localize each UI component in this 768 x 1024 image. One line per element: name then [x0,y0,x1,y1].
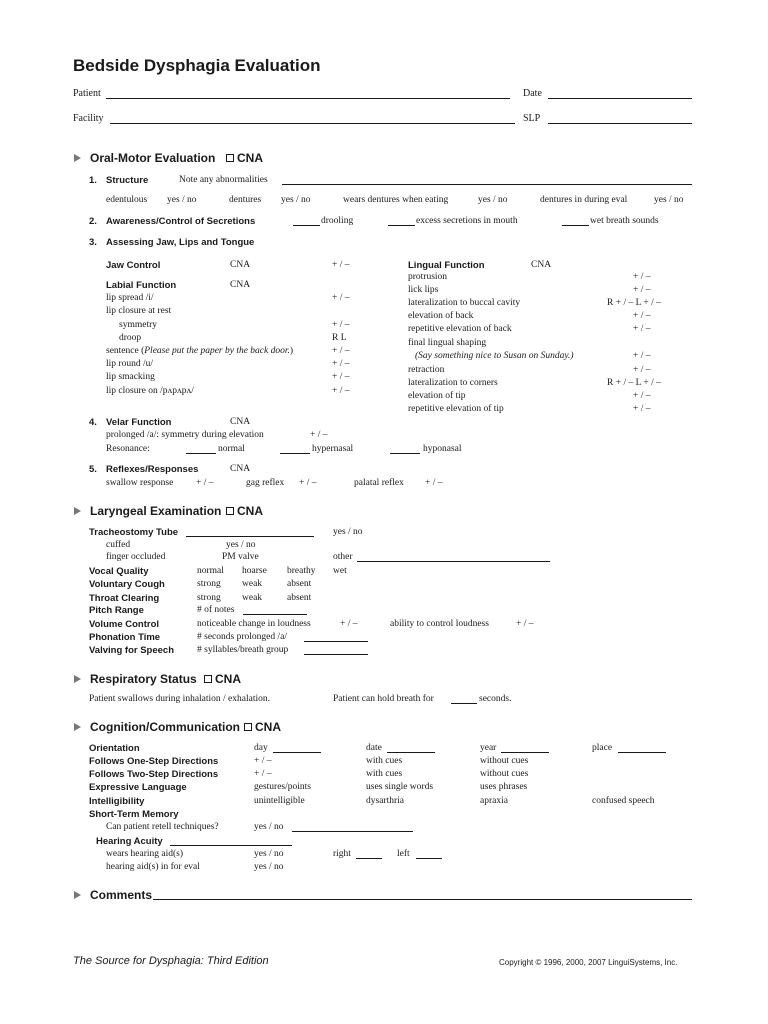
excess-label: excess secretions in mouth [416,216,518,226]
hearing-acuity-label: Hearing Acuity [96,836,163,847]
item-number: 1. [89,175,97,186]
hold-breath-label: Patient can hold breath for [333,694,434,704]
breathy-option[interactable]: breathy [287,566,316,576]
seconds-label: # seconds prolonged /a/ [197,632,287,642]
plus-minus[interactable]: + / – [332,346,350,356]
structure-label: Structure [106,175,149,186]
hypernasal-label: hypernasal [312,444,354,454]
plus-minus[interactable]: + / – [332,372,350,382]
seconds-label: seconds. [479,694,512,704]
plus-minus[interactable]: + / – [425,478,443,488]
elevation-back-label: elevation of back [408,311,474,321]
yes-no-option[interactable]: yes / no [167,195,197,205]
notes-field[interactable] [243,614,307,615]
two-step-label: Follows Two-Step Directions [89,769,219,780]
lingual-cna[interactable]: CNA [531,260,552,270]
other-label: other [333,552,353,562]
date-label: Date [523,88,542,99]
structure-field[interactable] [282,184,692,185]
orientation-label: Orientation [89,743,140,754]
cognition-heading: Cognition/Communication [90,720,240,734]
lip-spread-label: lip spread /i/ [106,293,154,303]
unintelligible-option[interactable]: unintelligible [254,796,305,806]
trach-label: Tracheostomy Tube [89,527,179,538]
plus-minus[interactable]: + / – [340,619,358,629]
lateralization-buccal-label: lateralization to buccal cavity [408,298,521,308]
yes-no-option[interactable]: yes / no [333,527,363,537]
respiratory-cna[interactable]: CNA [204,672,241,686]
gestures-option[interactable]: gestures/points [254,782,311,792]
right-label: right [333,849,351,859]
footer-copyright: Copyright © 1996, 2000, 2007 LinguiSystems, Inc. [499,958,678,967]
elevation-tip-label: elevation of tip [408,391,466,401]
plus-minus[interactable]: + / – [633,311,651,321]
structure-note: Note any abnormalities [179,175,268,185]
without-cues-option[interactable]: without cues [480,756,529,766]
hyponasal-label: hyponasal [423,444,462,454]
oral-motor-heading: Oral-Motor Evaluation [90,151,216,165]
plus-minus[interactable]: + / – [633,365,651,375]
resonance-label: Resonance: [106,444,150,454]
confused-speech-option[interactable]: confused speech [592,796,655,806]
expressive-label: Expressive Language [89,782,187,793]
syllables-field[interactable] [304,654,368,655]
velar-cna[interactable]: CNA [230,417,251,427]
reflex-cna[interactable]: CNA [230,464,251,474]
comments-heading: Comments [90,888,153,902]
plus-minus[interactable]: + / – [633,404,651,414]
plus-minus[interactable]: + / – [633,272,651,282]
dentures-label: dentures [229,195,262,205]
lip-smacking-label: lip smacking [106,372,155,382]
left-field[interactable] [416,858,442,859]
labial-heading: Labial Function [106,280,177,291]
dentures-eval-label: dentures in during eval [540,195,628,205]
drooling-label: drooling [321,216,354,226]
awareness-label: Awareness/Control of Secretions [106,216,256,227]
voluntary-cough-label: Voluntary Cough [89,579,165,590]
dysarthria-option[interactable]: dysarthria [366,796,404,806]
section-arrow-icon [74,723,81,731]
plus-minus[interactable]: + / – [633,285,651,295]
laryngeal-cna[interactable]: CNA [226,504,263,518]
phonation-time-label: Phonation Time [89,632,161,643]
one-step-label: Follows One-Step Directions [89,756,219,767]
wet-option[interactable]: wet [333,566,347,576]
absent-option[interactable]: absent [287,579,312,589]
date-field[interactable] [548,98,692,99]
yes-no-option[interactable]: yes / no [226,540,256,550]
absent-option[interactable]: absent [287,593,312,603]
aid-eval-label: hearing aid(s) in for eval [106,862,200,872]
yes-no-option[interactable]: yes / no [281,195,311,205]
intelligibility-label: Intelligibility [89,796,145,807]
palatal-label: palatal reflex [354,478,404,488]
r-l-plus-minus[interactable]: R + / – L + / – [607,378,661,388]
lingual-heading: Lingual Function [408,260,485,271]
pm-valve-label: PM valve [222,552,259,562]
cognition-cna[interactable]: CNA [244,720,281,734]
other-field[interactable] [357,561,550,562]
trach-field[interactable] [186,536,314,537]
valving-label: Valving for Speech [89,645,174,656]
say-something-label: (Say something nice to Susan on Sunday.) [415,351,574,361]
lip-round-label: lip round /u/ [106,359,153,369]
lip-closure-on-label: lip closure on /pʌpʌpʌ/ [106,386,194,396]
slp-field[interactable] [548,123,692,124]
wears-dentures-label: wears dentures when eating [343,195,449,205]
reflex-label: Reflexes/Responses [106,464,199,475]
gag-label: gag reflex [246,478,285,488]
day-field[interactable] [273,752,321,753]
comments-field[interactable] [153,899,692,900]
plus-minus[interactable]: + / – [254,756,272,766]
yes-no-option[interactable]: yes / no [478,195,508,205]
plus-minus[interactable]: + / – [332,260,350,270]
symmetry-label: symmetry [119,320,157,330]
hold-breath-field[interactable] [451,703,477,704]
sentence-label: sentence (Please put the paper by the back door.) [106,346,294,356]
pitch-range-label: Pitch Range [89,605,144,616]
item-number: 4. [89,417,97,428]
phrases-option[interactable]: uses phrases [480,782,528,792]
volume-control-label: Volume Control [89,619,160,630]
wet-breath-label: wet breath sounds [590,216,659,226]
strong-option[interactable]: strong [197,593,221,603]
yes-no-option[interactable]: yes / no [254,849,284,859]
section-arrow-icon [74,154,81,162]
retell-label: Can patient retell techniques? [106,822,219,832]
laryngeal-heading: Laryngeal Examination [90,504,222,518]
noticeable-label: noticeable change in loudness [197,619,311,629]
yes-no-option[interactable]: yes / no [254,862,284,872]
jaw-control-label: Jaw Control [106,260,161,271]
weak-option[interactable]: weak [242,593,263,603]
checkbox-icon[interactable] [226,154,234,162]
with-cues-option[interactable]: with cues [366,756,403,766]
checkbox-icon[interactable] [204,675,212,683]
finger-occluded-label: finger occluded [106,552,166,562]
plus-minus[interactable]: + / – [633,391,651,401]
repetitive-back-label: repetitive elevation of back [408,324,512,334]
right-field[interactable] [356,858,382,859]
year-field[interactable] [501,752,549,753]
cuffed-label: cuffed [106,540,131,550]
vocal-quality-label: Vocal Quality [89,566,149,577]
retell-field[interactable] [292,831,413,832]
hoarse-option[interactable]: hoarse [242,566,267,576]
drooling-field[interactable] [293,225,320,226]
without-cues-option[interactable]: without cues [480,769,529,779]
plus-minus[interactable]: + / – [332,320,350,330]
assessing-label: Assessing Jaw, Lips and Tongue [106,237,255,248]
wet-field[interactable] [562,225,589,226]
hyponasal-field[interactable] [390,453,420,454]
plus-minus[interactable]: + / – [516,619,534,629]
droop-label: droop [119,333,142,343]
seconds-field[interactable] [304,641,368,642]
plus-minus[interactable]: + / – [332,386,350,396]
swallow-label: swallow response [106,478,174,488]
final-shaping-label: final lingual shaping [408,338,487,348]
facility-field[interactable] [110,123,515,124]
throat-clearing-label: Throat Clearing [89,593,160,604]
lateralization-corners-label: lateralization to corners [408,378,498,388]
left-label: left [397,849,410,859]
velar-label: Velar Function [106,417,172,428]
section-arrow-icon [74,507,81,515]
slp-label: SLP [523,113,541,124]
r-l-plus-minus[interactable]: R + / – L + / – [607,298,661,308]
single-words-option[interactable]: uses single words [366,782,434,792]
section-arrow-icon [74,891,81,899]
lip-closure-rest-label: lip closure at rest [106,306,172,316]
facility-label: Facility [73,113,104,124]
notes-label: # of notes [197,605,235,615]
oral-motor-cna[interactable]: CNA [226,151,263,165]
plus-minus[interactable]: + / – [310,430,328,440]
item-number: 2. [89,216,97,227]
r-l-option[interactable]: R L [332,333,347,343]
date-label: date [366,743,382,753]
inhalation-label: Patient swallows during inhalation / exhalation. [89,694,270,704]
item-number: 5. [89,464,97,475]
ability-label: ability to control loudness [390,619,489,629]
footer-source: The Source for Dysphagia: Third Edition [73,955,269,967]
normal-field[interactable] [186,453,216,454]
labial-cna[interactable]: CNA [230,280,251,290]
strong-option[interactable]: strong [197,579,221,589]
lick-lips-label: lick lips [408,285,439,295]
apraxia-option[interactable]: apraxia [480,796,508,806]
day-label: day [254,743,268,753]
place-field[interactable] [618,752,666,753]
section-arrow-icon [74,675,81,683]
plus-minus[interactable]: + / – [633,351,651,361]
excess-field[interactable] [388,225,415,226]
date-field[interactable] [387,752,435,753]
retraction-label: retraction [408,365,445,375]
plus-minus[interactable]: + / – [332,359,350,369]
yes-no-option[interactable]: yes / no [254,822,284,832]
item-number: 3. [89,237,97,248]
prolonged-label: prolonged /a/: symmetry during elevation [106,430,264,440]
patient-field[interactable] [106,98,510,99]
plus-minus[interactable]: + / – [254,769,272,779]
normal-option[interactable]: normal [197,566,224,576]
year-label: year [480,743,497,753]
wears-aid-label: wears hearing aid(s) [106,849,184,859]
syllables-label: # syllables/breath group [197,645,289,655]
edentulous-label: edentulous [106,195,148,205]
checkbox-icon[interactable] [226,507,234,515]
short-term-memory-label: Short-Term Memory [89,809,179,820]
hypernasal-field[interactable] [280,453,310,454]
hearing-field[interactable] [170,845,292,846]
plus-minus[interactable]: + / – [633,324,651,334]
patient-label: Patient [73,88,101,99]
normal-label: normal [218,444,245,454]
protrusion-label: protrusion [408,272,448,282]
plus-minus[interactable]: + / – [332,293,350,303]
yes-no-option[interactable]: yes / no [654,195,684,205]
respiratory-heading: Respiratory Status [90,672,197,686]
checkbox-icon[interactable] [244,723,252,731]
with-cues-option[interactable]: with cues [366,769,403,779]
page-title: Bedside Dysphagia Evaluation [73,56,321,75]
plus-minus[interactable]: + / – [299,478,317,488]
plus-minus[interactable]: + / – [196,478,214,488]
weak-option[interactable]: weak [242,579,263,589]
place-label: place [592,743,613,753]
jaw-cna[interactable]: CNA [230,260,251,270]
repetitive-tip-label: repetitive elevation of tip [408,404,504,414]
